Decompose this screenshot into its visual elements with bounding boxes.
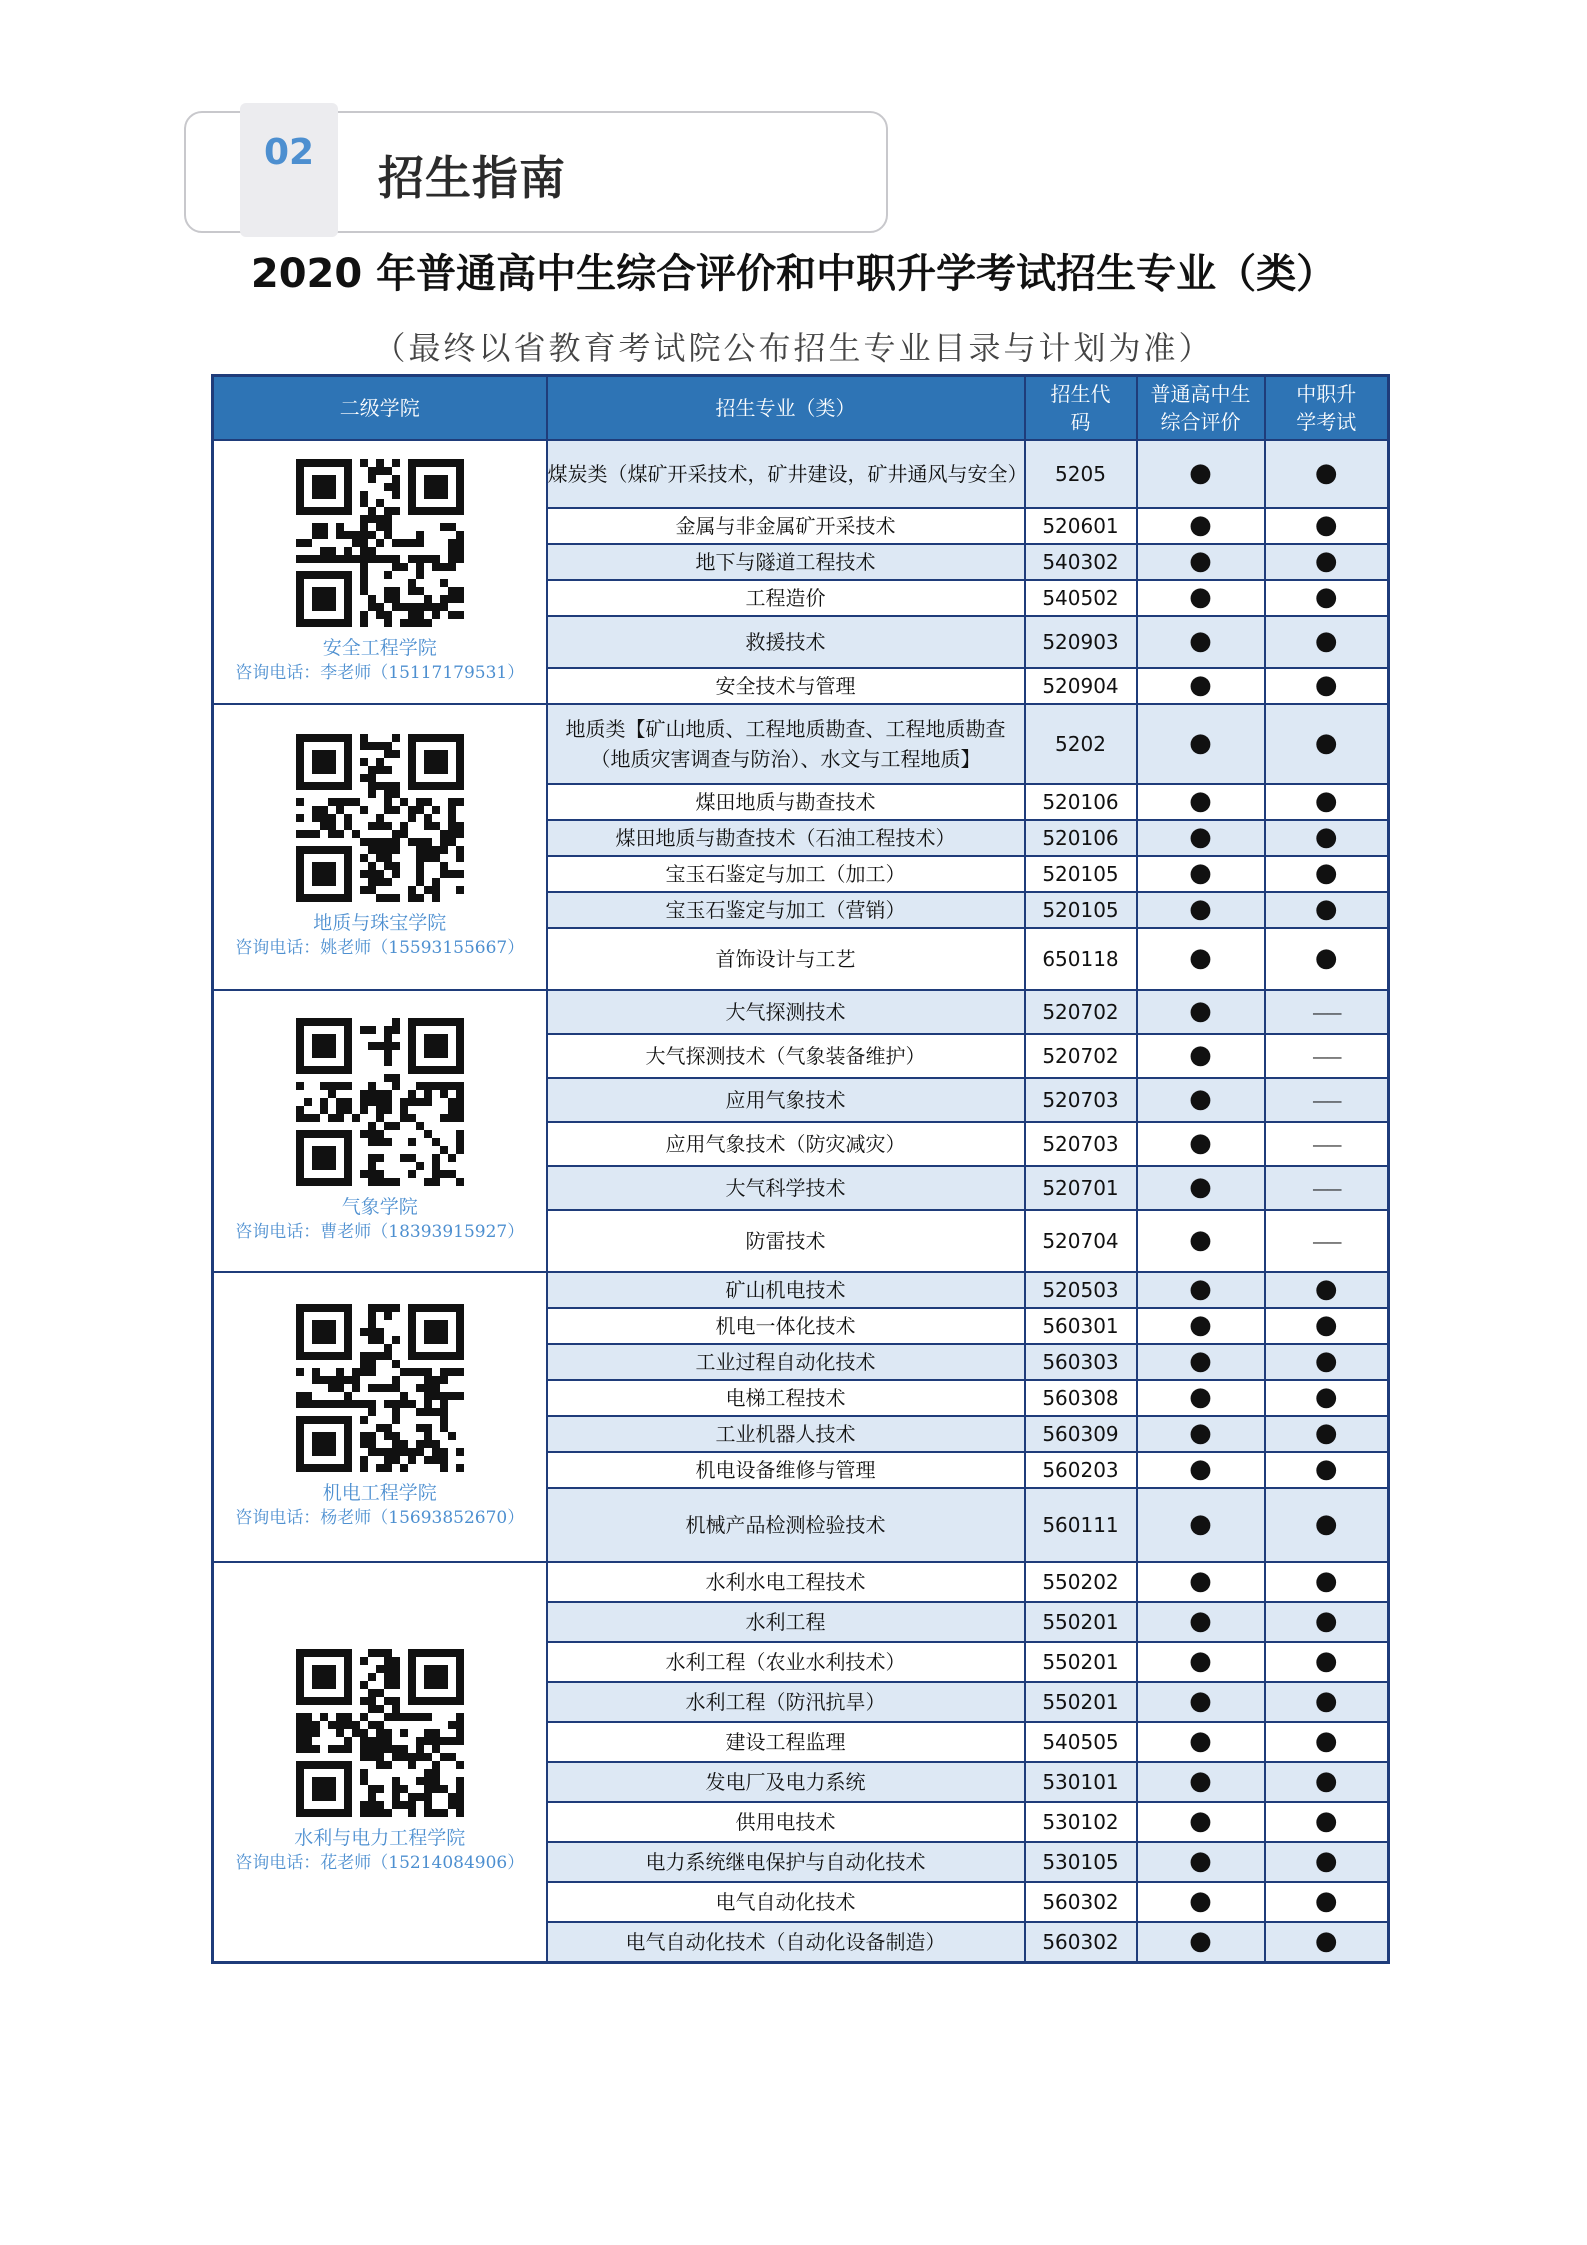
majors-table — [211, 374, 1390, 1964]
vocational-cell — [1265, 1452, 1389, 1488]
col-header-general — [1137, 376, 1265, 441]
general-mark: ● — [1189, 1766, 1212, 1796]
code-cell: 560302 — [1025, 1882, 1137, 1922]
major-cell: 宝玉石鉴定与加工（营销） — [547, 892, 1025, 928]
major-cell: 首饰设计与工艺 — [547, 928, 1025, 990]
vocational-mark: —— — [1312, 1091, 1341, 1110]
major-cell: 煤田地质与勘查技术（石油工程技术） — [547, 820, 1025, 856]
general-mark: ● — [1189, 582, 1212, 612]
college-cell — [213, 704, 547, 990]
general-mark: ● — [1189, 1509, 1212, 1539]
major-cell: 水利工程（防汛抗旱） — [547, 1682, 1025, 1722]
college-name: 地质与珠宝学院 — [313, 912, 447, 934]
vocational-mark: ● — [1314, 894, 1338, 924]
major-cell: 大气探测技术 — [547, 990, 1025, 1034]
vocational-mark: ● — [1314, 1509, 1338, 1539]
table-row — [213, 990, 1389, 1034]
general-cell — [1137, 1272, 1265, 1308]
college-cell — [213, 440, 547, 704]
vocational-cell — [1265, 1122, 1389, 1166]
vocational-mark: ● — [1314, 1766, 1338, 1796]
major-cell: 煤田地质与勘查技术 — [547, 784, 1025, 820]
general-cell — [1137, 1488, 1265, 1562]
general-cell — [1137, 1562, 1265, 1602]
vocational-cell — [1265, 544, 1389, 580]
college-contact: 咨询电话：姚老师（15593155667） — [235, 938, 525, 958]
general-cell — [1137, 1802, 1265, 1842]
general-mark: ● — [1189, 786, 1212, 816]
general-cell — [1137, 820, 1265, 856]
col-header-major: 招生专业（类） — [547, 376, 1025, 441]
vocational-mark: ● — [1314, 728, 1338, 758]
college-cell — [213, 990, 547, 1272]
major-cell: 矿山机电技术 — [547, 1272, 1025, 1308]
college-cell — [213, 1562, 547, 1962]
qr-code-icon — [214, 459, 546, 627]
major-cell: 机电设备维修与管理 — [547, 1452, 1025, 1488]
major-cell: 机械产品检测检验技术 — [547, 1488, 1025, 1562]
college-contact: 咨询电话：李老师（15117179531） — [235, 663, 525, 683]
vocational-mark: ● — [1314, 1726, 1338, 1756]
general-mark: ● — [1189, 1925, 1212, 1956]
vocational-cell — [1265, 1344, 1389, 1380]
code-cell: 550201 — [1025, 1642, 1137, 1682]
code-cell: 520106 — [1025, 784, 1137, 820]
major-cell: 地下与隧道工程技术 — [547, 544, 1025, 580]
general-cell — [1137, 990, 1265, 1034]
code-cell: 520903 — [1025, 616, 1137, 668]
major-cell: 救援技术 — [547, 616, 1025, 668]
qr-code-icon — [214, 1304, 546, 1472]
general-mark: ● — [1189, 626, 1212, 656]
general-mark: ● — [1189, 943, 1212, 973]
vocational-mark: ● — [1314, 546, 1338, 576]
code-cell: 520503 — [1025, 1272, 1137, 1308]
general-mark: ● — [1189, 1310, 1212, 1340]
qr-code-icon — [214, 1649, 546, 1817]
code-cell: 650118 — [1025, 928, 1137, 990]
code-cell: 5202 — [1025, 704, 1137, 784]
col-header-vocational — [1265, 376, 1389, 441]
code-cell: 530101 — [1025, 1762, 1137, 1802]
general-cell — [1137, 856, 1265, 892]
vocational-cell — [1265, 616, 1389, 668]
vocational-cell — [1265, 1210, 1389, 1272]
vocational-cell — [1265, 1642, 1389, 1682]
vocational-cell — [1265, 1602, 1389, 1642]
general-mark: ● — [1189, 1128, 1212, 1158]
college-name: 水利与电力工程学院 — [294, 1826, 466, 1849]
vocational-cell — [1265, 1762, 1389, 1802]
vocational-cell — [1265, 1842, 1389, 1882]
college-contact: 咨询电话：曹老师（18393915927） — [235, 1222, 525, 1242]
general-mark: ● — [1189, 1346, 1212, 1376]
general-cell — [1137, 1642, 1265, 1682]
major-cell: 工程造价 — [547, 580, 1025, 616]
vocational-cell — [1265, 1882, 1389, 1922]
vocational-cell — [1265, 990, 1389, 1034]
vocational-mark: ● — [1314, 670, 1338, 700]
major-cell: 建设工程监理 — [547, 1722, 1025, 1762]
vocational-cell — [1265, 704, 1389, 784]
general-mark: ● — [1189, 996, 1212, 1026]
general-cell — [1137, 784, 1265, 820]
col-header-college: 二级学院 — [213, 376, 547, 441]
general-mark: ● — [1189, 1274, 1212, 1304]
general-cell — [1137, 544, 1265, 580]
vocational-mark: ● — [1314, 858, 1338, 888]
vocational-mark: ● — [1314, 1806, 1338, 1836]
vocational-mark: ● — [1314, 1274, 1338, 1304]
vocational-cell — [1265, 668, 1389, 704]
col-header-vocational-text: 中职升学考试 — [1296, 382, 1357, 434]
major-cell: 电梯工程技术 — [547, 1380, 1025, 1416]
general-mark: ● — [1189, 1806, 1212, 1836]
table-row — [213, 440, 1389, 508]
code-cell: 520105 — [1025, 892, 1137, 928]
general-cell — [1137, 616, 1265, 668]
vocational-cell — [1265, 580, 1389, 616]
section-number: 02 — [263, 132, 315, 173]
college-name: 安全工程学院 — [322, 637, 437, 659]
major-cell: 电气自动化技术 — [547, 1882, 1025, 1922]
general-cell — [1137, 1380, 1265, 1416]
code-cell: 540302 — [1025, 544, 1137, 580]
general-cell — [1137, 440, 1265, 508]
general-cell — [1137, 1922, 1265, 1962]
code-cell: 560301 — [1025, 1308, 1137, 1344]
vocational-mark: —— — [1312, 1135, 1341, 1154]
major-cell: 水利水电工程技术 — [547, 1562, 1025, 1602]
table-row — [213, 704, 1389, 784]
general-mark: ● — [1189, 1846, 1212, 1876]
general-mark: ● — [1189, 1566, 1212, 1596]
general-mark: ● — [1189, 894, 1212, 924]
code-cell: 560309 — [1025, 1416, 1137, 1452]
general-cell — [1137, 1452, 1265, 1488]
vocational-cell — [1265, 928, 1389, 990]
vocational-cell — [1265, 1416, 1389, 1452]
vocational-mark: ● — [1314, 786, 1338, 816]
vocational-cell — [1265, 1682, 1389, 1722]
major-cell: 电气自动化技术（自动化设备制造） — [547, 1922, 1025, 1962]
college-name: 气象学院 — [341, 1196, 418, 1218]
code-cell: 560203 — [1025, 1452, 1137, 1488]
vocational-mark: —— — [1312, 1179, 1341, 1198]
code-cell: 520106 — [1025, 820, 1137, 856]
general-cell — [1137, 704, 1265, 784]
vocational-cell — [1265, 892, 1389, 928]
code-cell: 520702 — [1025, 1034, 1137, 1078]
general-cell — [1137, 1682, 1265, 1722]
vocational-cell — [1265, 784, 1389, 820]
vocational-mark: ● — [1314, 822, 1338, 852]
code-cell: 550201 — [1025, 1602, 1137, 1642]
col-header-general-text: 普通高中生综合评价 — [1150, 382, 1251, 434]
major-cell: 宝玉石鉴定与加工（加工） — [547, 856, 1025, 892]
vocational-mark: ● — [1314, 1566, 1338, 1596]
general-cell — [1137, 668, 1265, 704]
major-cell: 应用气象技术 — [547, 1078, 1025, 1122]
major-cell: 防雷技术 — [547, 1210, 1025, 1272]
code-cell: 540505 — [1025, 1722, 1137, 1762]
general-cell — [1137, 1308, 1265, 1344]
code-cell: 560303 — [1025, 1344, 1137, 1380]
general-cell — [1137, 1722, 1265, 1762]
general-cell — [1137, 1034, 1265, 1078]
major-cell: 电力系统继电保护与自动化技术 — [547, 1842, 1025, 1882]
vocational-mark: ● — [1314, 1606, 1338, 1636]
code-cell: 5205 — [1025, 440, 1137, 508]
vocational-cell — [1265, 1308, 1389, 1344]
major-cell: 大气科学技术 — [547, 1166, 1025, 1210]
code-cell: 560111 — [1025, 1488, 1137, 1562]
major-cell: 地质类【矿山地质、工程地质勘查、工程地质勘查（地质灾害调查与防治）、水文与工程地质】 — [547, 704, 1025, 784]
vocational-mark: ● — [1314, 510, 1338, 540]
major-cell: 金属与非金属矿开采技术 — [547, 508, 1025, 544]
majors-table-body — [213, 440, 1389, 1962]
vocational-mark: ● — [1314, 458, 1338, 488]
vocational-mark: ● — [1314, 943, 1338, 973]
vocational-cell — [1265, 1078, 1389, 1122]
table-row — [213, 1562, 1389, 1602]
code-cell: 520904 — [1025, 668, 1137, 704]
vocational-cell — [1265, 1562, 1389, 1602]
college-cell — [213, 1272, 547, 1562]
vocational-cell — [1265, 1034, 1389, 1078]
vocational-cell — [1265, 1488, 1389, 1562]
general-cell — [1137, 508, 1265, 544]
general-cell — [1137, 928, 1265, 990]
general-cell — [1137, 1210, 1265, 1272]
code-cell: 520105 — [1025, 856, 1137, 892]
code-cell: 550202 — [1025, 1562, 1137, 1602]
general-mark: ● — [1189, 1225, 1212, 1255]
code-cell: 520601 — [1025, 508, 1137, 544]
vocational-mark: ● — [1314, 1925, 1338, 1956]
general-cell — [1137, 1882, 1265, 1922]
major-cell: 工业过程自动化技术 — [547, 1344, 1025, 1380]
general-mark: ● — [1189, 1084, 1212, 1114]
vocational-mark: ● — [1314, 1418, 1338, 1448]
code-cell: 560302 — [1025, 1922, 1137, 1962]
major-cell: 水利工程（农业水利技术） — [547, 1642, 1025, 1682]
col-header-code — [1025, 376, 1137, 441]
code-cell: 530105 — [1025, 1842, 1137, 1882]
major-cell: 大气探测技术（气象装备维护） — [547, 1034, 1025, 1078]
major-cell: 工业机器人技术 — [547, 1416, 1025, 1452]
vocational-mark: ● — [1314, 1310, 1338, 1340]
vocational-mark: ● — [1314, 1454, 1338, 1484]
page-subtitle: （最终以省教育考试院公布招生专业目录与计划为准） — [373, 329, 1214, 367]
general-cell — [1137, 1166, 1265, 1210]
general-mark: ● — [1189, 1726, 1212, 1756]
college-name: 机电工程学院 — [322, 1482, 437, 1504]
vocational-mark: —— — [1312, 1047, 1341, 1066]
code-cell: 540502 — [1025, 580, 1137, 616]
general-cell — [1137, 1416, 1265, 1452]
general-mark: ● — [1189, 728, 1212, 758]
general-mark: ● — [1189, 822, 1212, 852]
vocational-cell — [1265, 1166, 1389, 1210]
general-mark: ● — [1189, 458, 1212, 488]
major-cell: 供用电技术 — [547, 1802, 1025, 1842]
vocational-mark: —— — [1312, 1232, 1341, 1251]
code-cell: 560308 — [1025, 1380, 1137, 1416]
vocational-mark: ● — [1314, 582, 1338, 612]
general-mark: ● — [1189, 1686, 1212, 1716]
general-mark: ● — [1189, 546, 1212, 576]
general-cell — [1137, 892, 1265, 928]
general-cell — [1137, 1762, 1265, 1802]
vocational-mark: ● — [1314, 1382, 1338, 1412]
vocational-mark: ● — [1314, 1886, 1338, 1916]
code-cell: 520703 — [1025, 1122, 1137, 1166]
code-cell: 520704 — [1025, 1210, 1137, 1272]
general-cell — [1137, 1602, 1265, 1642]
college-contact: 咨询电话：杨老师（15693852670） — [235, 1508, 525, 1528]
major-cell: 水利工程 — [547, 1602, 1025, 1642]
college-contact: 咨询电话：花老师（15214084906） — [235, 1852, 525, 1873]
vocational-mark: —— — [1312, 1003, 1341, 1022]
code-cell: 550201 — [1025, 1682, 1137, 1722]
vocational-cell — [1265, 1802, 1389, 1842]
major-cell: 安全技术与管理 — [547, 668, 1025, 704]
general-mark: ● — [1189, 1886, 1212, 1916]
vocational-cell — [1265, 856, 1389, 892]
code-cell: 520703 — [1025, 1078, 1137, 1122]
general-cell — [1137, 1078, 1265, 1122]
vocational-cell — [1265, 1272, 1389, 1308]
general-cell — [1137, 1344, 1265, 1380]
general-mark: ● — [1189, 1646, 1212, 1676]
general-mark: ● — [1189, 1040, 1212, 1070]
col-header-code-text: 招生代码 — [1050, 382, 1111, 434]
vocational-cell — [1265, 1722, 1389, 1762]
vocational-mark: ● — [1314, 1346, 1338, 1376]
code-cell: 520701 — [1025, 1166, 1137, 1210]
vocational-cell — [1265, 508, 1389, 544]
general-mark: ● — [1189, 1418, 1212, 1448]
major-cell: 发电厂及电力系统 — [547, 1762, 1025, 1802]
general-mark: ● — [1189, 1172, 1212, 1202]
vocational-mark: ● — [1314, 1846, 1338, 1876]
code-cell: 520702 — [1025, 990, 1137, 1034]
vocational-cell — [1265, 1922, 1389, 1962]
general-mark: ● — [1189, 510, 1212, 540]
general-mark: ● — [1189, 1454, 1212, 1484]
general-mark: ● — [1189, 1606, 1212, 1636]
major-cell: 应用气象技术（防灾减灾） — [547, 1122, 1025, 1166]
vocational-mark: ● — [1314, 626, 1338, 656]
general-cell — [1137, 1842, 1265, 1882]
qr-code-icon — [214, 1018, 546, 1186]
page-title: 2020 年普通高中生综合评价和中职升学考试招生专业（类） — [250, 251, 1337, 297]
general-cell — [1137, 1122, 1265, 1166]
general-mark: ● — [1189, 1382, 1212, 1412]
general-mark: ● — [1189, 670, 1212, 700]
table-row — [213, 1272, 1389, 1308]
table-header-row — [213, 376, 1389, 441]
section-title: 招生指南 — [378, 151, 566, 205]
vocational-cell — [1265, 820, 1389, 856]
vocational-mark: ● — [1314, 1686, 1338, 1716]
major-cell: 煤炭类（煤矿开采技术，矿井建设，矿井通风与安全） — [547, 440, 1025, 508]
vocational-mark: ● — [1314, 1646, 1338, 1676]
vocational-cell — [1265, 1380, 1389, 1416]
vocational-cell — [1265, 440, 1389, 508]
general-mark: ● — [1189, 858, 1212, 888]
general-cell — [1137, 580, 1265, 616]
major-cell: 机电一体化技术 — [547, 1308, 1025, 1344]
qr-code-icon — [214, 734, 546, 902]
code-cell: 530102 — [1025, 1802, 1137, 1842]
